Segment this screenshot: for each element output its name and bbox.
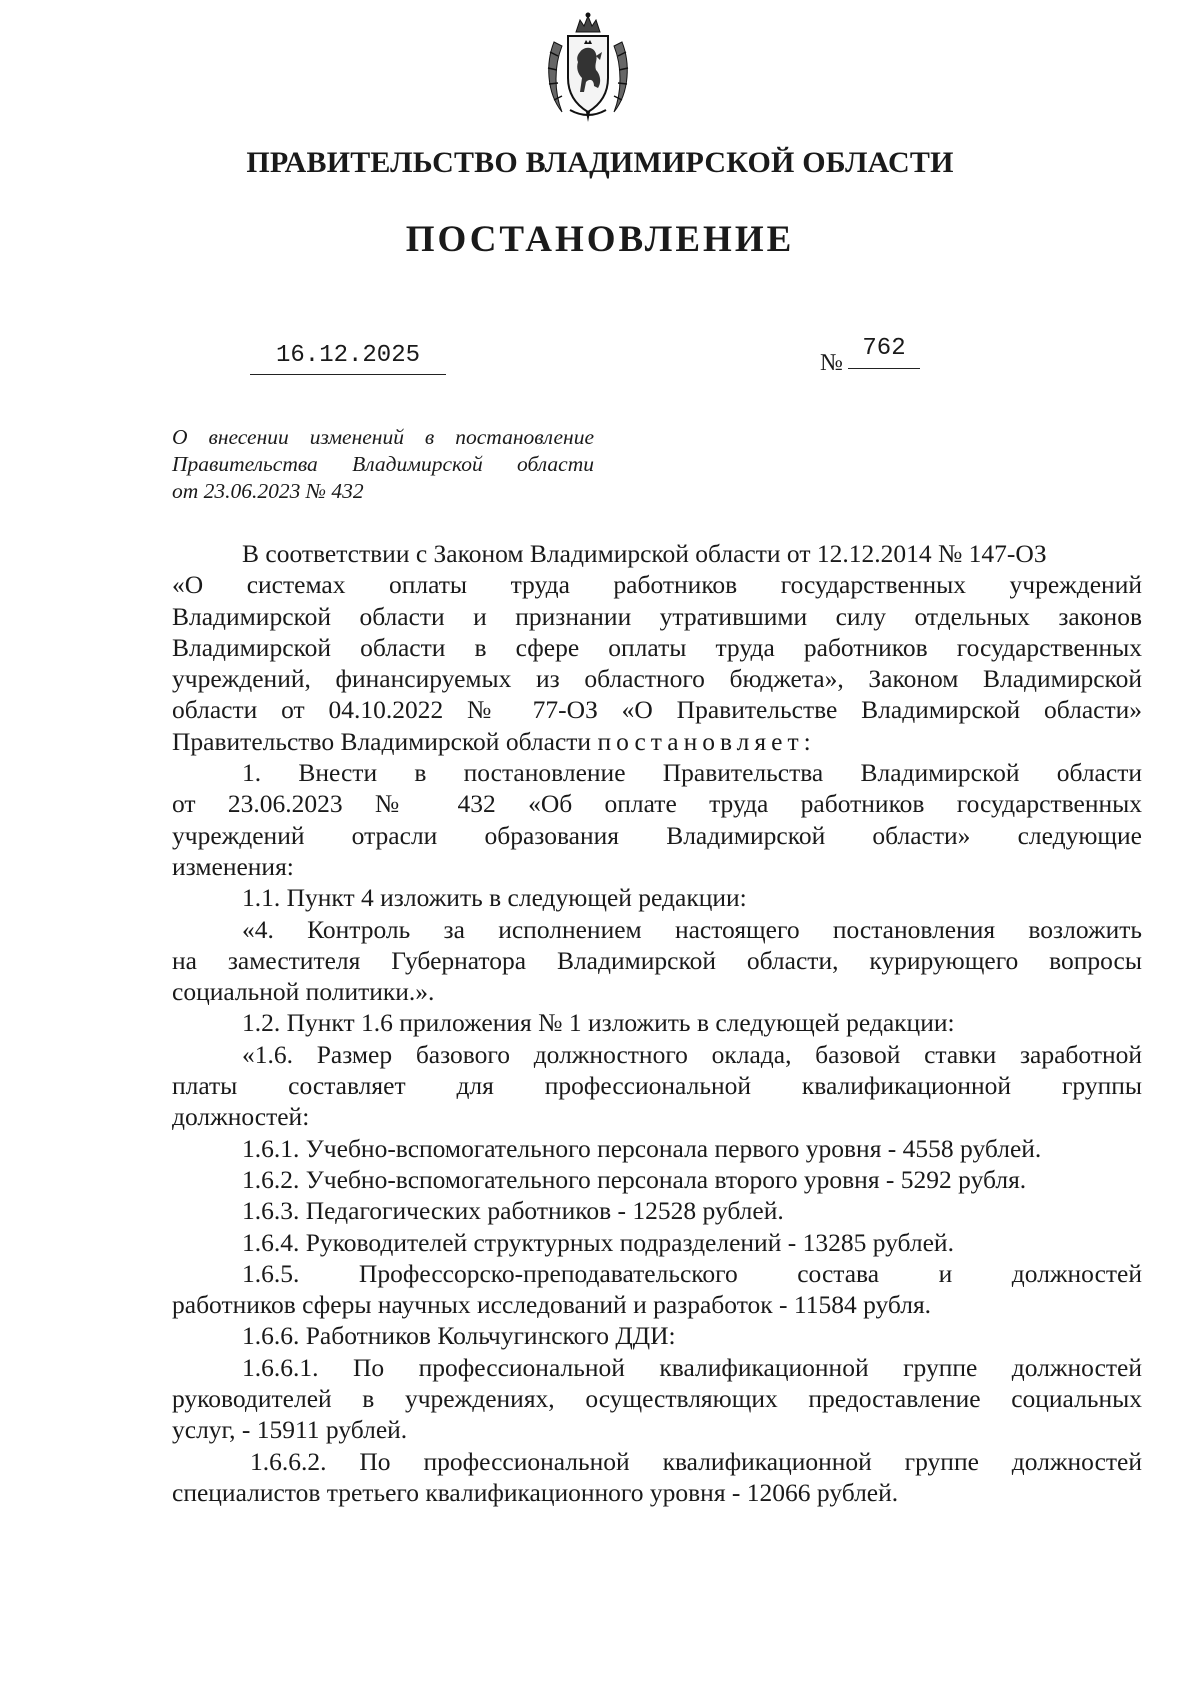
body-line: социальной политики.». (172, 977, 435, 1007)
body-line (172, 726, 1142, 757)
body-line: 1. Внести в постановление Правительства Владимирской области (242, 758, 1142, 788)
body-line: платы составляет для профессиональной квалификационной группы (172, 1071, 1142, 1101)
body-text-spaced: постановляет: (597, 726, 816, 756)
body-line: 1.6.6. Работников Кольчугинского ДДИ: (242, 1321, 676, 1351)
body-line: 1.6.2. Учебно-вспомогательного персонала второго уровня - 5292 рубля. (242, 1164, 1027, 1194)
body-line: В соответствии с Законом Владимирской области от 12.12.2014 № 147-ОЗ (242, 539, 1047, 568)
body-line: «1.6. Размер базового должностного оклада, базовой ставки заработной (242, 1039, 1142, 1069)
body-line: 1.6.5. Профессорско-преподавательского состава и должностей (242, 1258, 1142, 1288)
vladimir-region-coat-of-arms-icon (540, 12, 636, 124)
body-line: 1.6.6.2. По профессиональной квалификационной группе должностей (250, 1446, 1142, 1476)
body-line: 1.6.6.1. По профессиональной квалификационной группе должностей (242, 1352, 1142, 1382)
body-line: учреждений, финансируемых из областного бюджета», Законом Владимирской (172, 664, 1142, 694)
subject-line: от 23.06.2023 № 432 (172, 479, 364, 503)
body-line: Владимирской области и признании утратившими силу отдельных законов (172, 601, 1142, 631)
number-sign: № (820, 350, 843, 376)
body-line: руководителей в учреждениях, осуществляющих предоставление социальных (172, 1384, 1142, 1414)
body-line: специалистов третьего квалификационного уровня - 12066 рублей. (172, 1477, 899, 1507)
document-type-title: ПОСТАНОВЛЕНИЕ (405, 219, 795, 260)
document-subject (172, 424, 594, 505)
document-number: 762 (848, 334, 920, 369)
document-body (172, 538, 1142, 1508)
body-line: 1.6.1. Учебно-вспомогательного персонала первого уровня - 4558 рублей. (242, 1133, 1042, 1163)
body-line: Владимирской области в сфере оплаты труда работников государственных (172, 632, 1142, 662)
body-line: 1.1. Пункт 4 изложить в следующей редакции: (242, 883, 747, 913)
body-line: изменения: (172, 851, 294, 881)
subject-line: Правительства Владимирской области (172, 452, 594, 476)
body-line: 1.2. Пункт 1.6 приложения № 1 изложить в следующей редакции: (242, 1008, 955, 1038)
body-line: на заместителя Губернатора Владимирской области, курирующего вопросы (172, 945, 1142, 975)
organization-title: ПРАВИТЕЛЬСТВО ВЛАДИМИРСКОЙ ОБЛАСТИ (246, 146, 954, 179)
body-line: учреждений отрасли образования Владимирской области» следующие (172, 820, 1142, 850)
body-line: «4. Контроль за исполнением настоящего постановления возложить (242, 914, 1142, 944)
body-line: области от 04.10.2022 № 77-ОЗ «О Правительстве Владимирской области» (172, 695, 1142, 725)
subject-line: О внесении изменений в постановление (172, 425, 594, 449)
body-line: от 23.06.2023 № 432 «Об оплате труда работников государственных (172, 789, 1142, 819)
body-text: Правительство Владимирской области (172, 726, 592, 756)
body-line: «О системах оплаты труда работников государственных учреждений (172, 570, 1142, 600)
body-line: должностей: (172, 1102, 310, 1132)
document-date: 16.12.2025 (250, 340, 446, 375)
body-line: 1.6.3. Педагогических работников - 12528 рублей. (242, 1196, 784, 1226)
body-line: работников сферы научных исследований и разработок - 11584 рубля. (172, 1290, 932, 1320)
body-line: 1.6.4. Руководителей структурных подразделений - 13285 рублей. (242, 1227, 954, 1257)
body-line: услуг, - 15911 рублей. (172, 1415, 408, 1445)
